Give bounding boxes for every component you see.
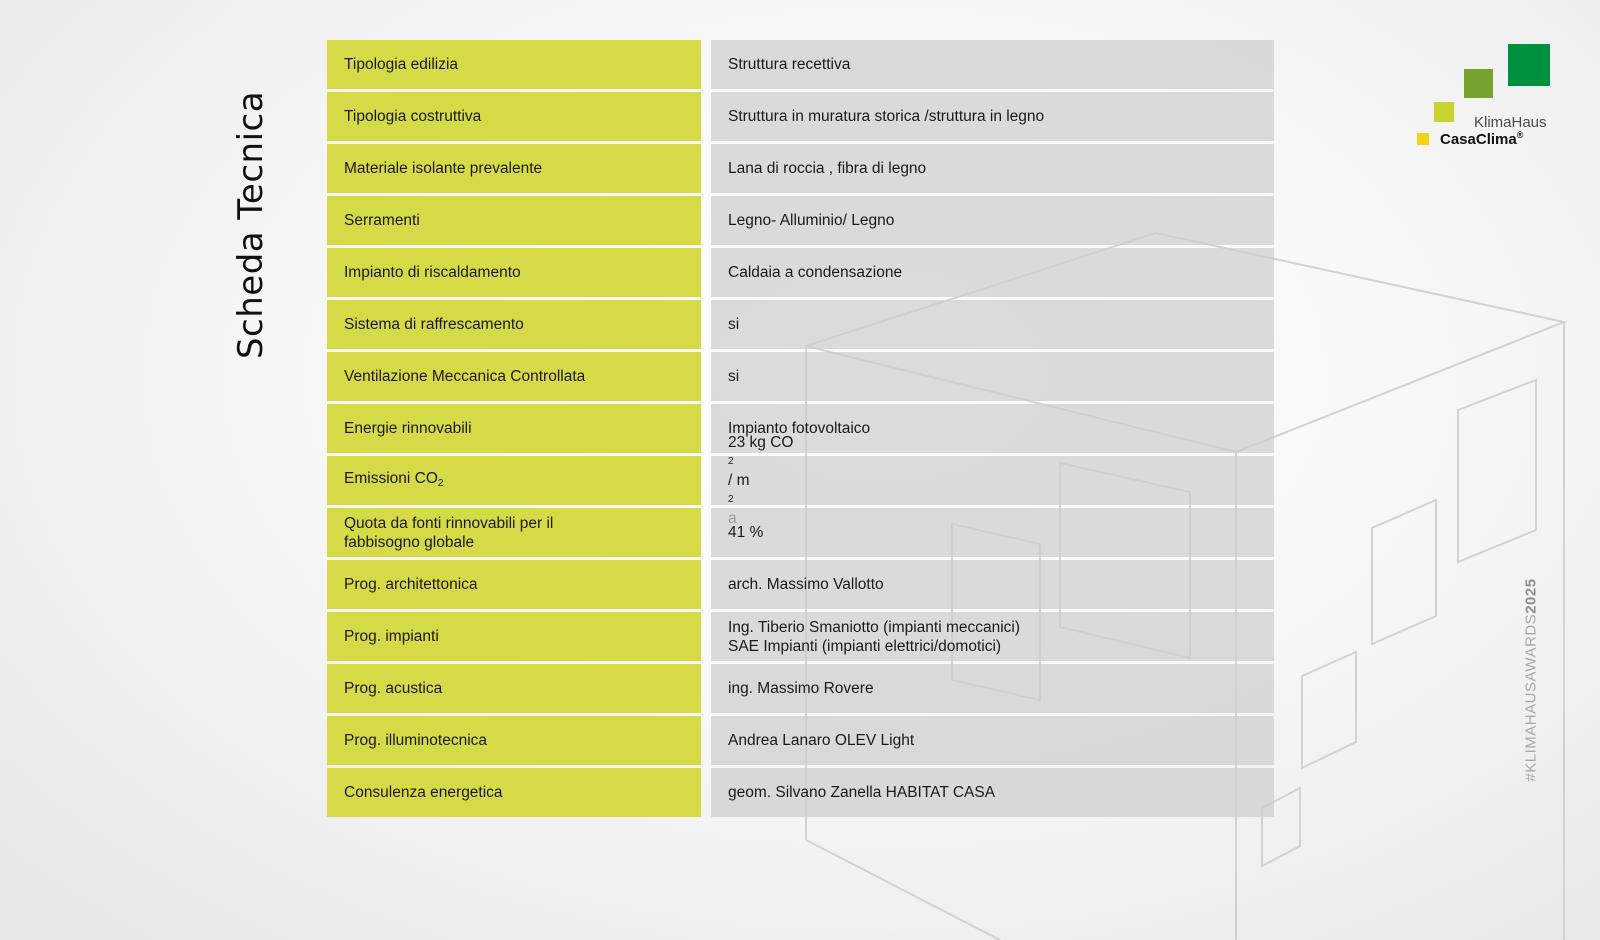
row-value: geom. Silvano Zanella HABITAT CASA <box>711 768 1274 817</box>
page-title: Scheda Tecnica <box>231 90 271 360</box>
row-value: ing. Massimo Rovere <box>711 664 1274 713</box>
row-value: Struttura recettiva <box>711 40 1274 89</box>
value-line: Ing. Tiberio Smaniotto (impianti meccanici) <box>728 618 1021 636</box>
table-row <box>327 716 1274 765</box>
logo-casaclima-word: CasaClima <box>1440 131 1517 148</box>
logo-square-dark <box>1508 44 1550 86</box>
table-row <box>327 144 1274 193</box>
table-row <box>327 40 1274 89</box>
subscript: 2 <box>728 456 734 467</box>
row-label: Sistema di raffrescamento <box>327 300 701 349</box>
row-label <box>327 508 701 557</box>
table-row <box>327 196 1274 245</box>
row-value: si <box>711 300 1274 349</box>
table-row <box>327 92 1274 141</box>
row-value: Caldaia a condensazione <box>711 248 1274 297</box>
table-row <box>327 768 1274 817</box>
row-value: Lana di roccia , fibra di legno <box>711 144 1274 193</box>
row-value: 41 % <box>711 508 1274 557</box>
table-row <box>327 560 1274 609</box>
awards-hashtag <box>1523 578 1540 781</box>
table-row <box>327 664 1274 713</box>
value-line: SAE Impianti (impianti elettrici/domotici) <box>728 637 1002 655</box>
row-label-text: Emissioni CO <box>344 469 438 487</box>
row-label-line: Quota da fonti rinnovabili per il <box>344 514 554 532</box>
logo-square-yellow <box>1417 133 1429 145</box>
table-row <box>327 352 1274 401</box>
value-unit: / m <box>728 472 750 489</box>
row-value: Struttura in muratura storica /struttura in legno <box>711 92 1274 141</box>
row-label: Prog. illuminotecnica <box>327 716 701 765</box>
row-label: Serramenti <box>327 196 701 245</box>
row-label: Tipologia edilizia <box>327 40 701 89</box>
logo-square-light <box>1434 102 1454 122</box>
table-row <box>327 300 1274 349</box>
awards-year: 2025 <box>1522 578 1540 614</box>
row-label-line: fabbisogno globale <box>344 533 475 551</box>
row-label: Prog. impianti <box>327 612 701 661</box>
logo-square-mid <box>1464 69 1493 98</box>
table-row <box>327 612 1274 661</box>
row-label: Consulenza energetica <box>327 768 701 817</box>
superscript: 2 <box>728 494 734 505</box>
value-text: 23 kg CO <box>728 434 794 451</box>
logo-text-casaclima <box>1440 130 1523 148</box>
awards-hashtag-text: #KLIMAHAUSAWARDS <box>1522 613 1540 782</box>
row-label: Ventilazione Meccanica Controllata <box>327 352 701 401</box>
row-value <box>711 612 1274 661</box>
row-value <box>711 434 1274 505</box>
row-value: Andrea Lanaro OLEV Light <box>711 716 1274 765</box>
row-value: Impianto fotovoltaico <box>711 404 1274 453</box>
logo-text-klimahaus: KlimaHaus <box>1474 114 1547 131</box>
row-label: Prog. architettonica <box>327 560 701 609</box>
subscript: 2 <box>437 477 444 489</box>
row-value: arch. Massimo Vallotto <box>711 560 1274 609</box>
table-row <box>327 248 1274 297</box>
row-label <box>327 456 701 505</box>
row-value: Legno- Alluminio/ Legno <box>711 196 1274 245</box>
row-value: si <box>711 352 1274 401</box>
registered-mark: ® <box>1516 130 1524 140</box>
table-row <box>327 508 1274 557</box>
row-label: Energie rinnovabili <box>327 404 701 453</box>
row-label: Materiale isolante prevalente <box>327 144 701 193</box>
row-label: Tipologia costruttiva <box>327 92 701 141</box>
row-label: Prog. acustica <box>327 664 701 713</box>
technical-sheet-table <box>327 40 1274 820</box>
row-label: Impianto di riscaldamento <box>327 248 701 297</box>
table-row <box>327 434 1274 505</box>
